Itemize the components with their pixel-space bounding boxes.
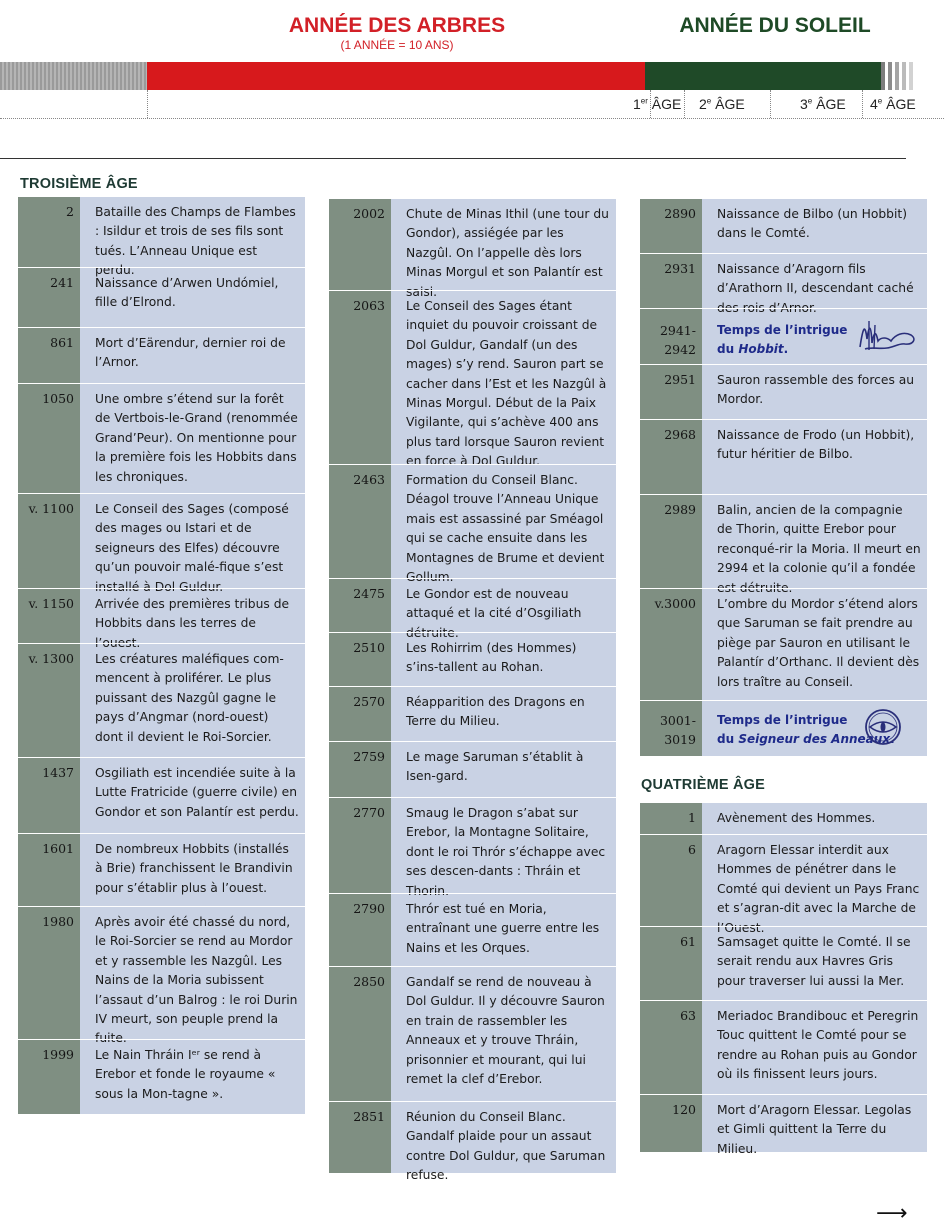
timeline-entry xyxy=(18,196,305,278)
entry-text: Les créatures maléfiques com-mencent à proliférer. Le plus puissant des Nazgûl gagne le pays d’Angmar (nord-ouest) dont il devient le Roi-Sorcier. xyxy=(95,652,284,744)
timeline-entry xyxy=(329,893,616,966)
age-label-1: 1er ÂGE xyxy=(633,96,682,112)
trees-years-title: ANNÉE DES ARBRES xyxy=(288,14,506,37)
entry-text: Naissance d’Aragorn fils d’Arathorn II, descendant caché des rois d’Arnor. xyxy=(717,262,914,315)
entry-year: 63 xyxy=(680,1008,696,1023)
timeline-entry xyxy=(329,686,616,741)
fourth-age-title: QUATRIÈME ÂGE xyxy=(641,777,765,793)
timeline-entry xyxy=(329,198,616,299)
entry-year: v. 1150 xyxy=(28,596,74,611)
entry-text: Samsaget quitte le Comté. Il se serait rendu aux Havres Gris pour traverser lui aussi la Mer. xyxy=(717,935,911,988)
entry-year: 2931 xyxy=(664,261,696,276)
timeline-entry xyxy=(329,1101,616,1183)
entry-year: 1980 xyxy=(42,914,74,929)
entry-text: Mort d’Aragorn Elessar. Legolas et Gimli quittent la Terre du Milieu. xyxy=(717,1103,912,1156)
entry-text: Arrivée des premières tribus de Hobbits dans les terres de l’ouest. xyxy=(95,597,290,650)
entry-text: Naissance d’Arwen Undómiel, fille d’Elrond. xyxy=(95,276,279,310)
entry-text: Les Rohirrim (des Hommes) s’ins-tallent au Rohan. xyxy=(406,641,577,675)
third-age-column-3 xyxy=(640,198,927,756)
timeline-entry xyxy=(640,802,927,834)
entry-year: 2510 xyxy=(353,640,385,655)
timeline-entry xyxy=(18,643,305,757)
entry-year: 2951 xyxy=(664,372,696,387)
timeline-band-fade xyxy=(881,62,921,90)
entry-text: Aragorn Elessar interdit aux Hommes de pénétrer dans le Comté qui devient un Pays Franc et s’agran-dit avec la Marche de l’Ouest. xyxy=(717,843,920,935)
timeline-dotted-baseline xyxy=(0,118,944,119)
entry-text: Bataille des Champs de Flambes : Isildur et trois de ses fils sont tués. L’Anneau Unique est perdu. xyxy=(95,205,296,278)
timeline-entry xyxy=(640,588,927,700)
entry-year: 1437 xyxy=(42,765,74,780)
entry-text: Temps de l’intrigue du Seigneur des Anneaux. xyxy=(717,713,895,747)
entry-year: 2851 xyxy=(353,1109,385,1124)
timeline-entry-lotr-plot xyxy=(640,700,927,756)
entry-year: v.3000 xyxy=(654,596,696,611)
entry-year: 2570 xyxy=(353,694,385,709)
entry-year: 3001- 3019 xyxy=(659,713,696,747)
entry-text: Réapparition des Dragons en Terre du Milieu. xyxy=(406,695,585,729)
timeline-entry xyxy=(329,966,616,1101)
entry-year: 2890 xyxy=(664,206,696,221)
timeline-entry xyxy=(18,833,305,906)
entry-year: 2063 xyxy=(353,298,385,313)
entry-text: Le Conseil des Sages étant inquiet du pouvoir croissant de Dol Guldur, Gandalf (un des mages) s’y rend. Sauron part se cacher dans l’Est et les Nazgûl à Minas Morgul. Début de la Paix Vigilante, qui s’achève 400 ans plus tard lorsque Sauron revient en force à Dol Guldur. xyxy=(406,299,607,469)
timeline-entry xyxy=(18,267,305,327)
entry-year: 2002 xyxy=(353,206,385,221)
timeline-entry xyxy=(18,493,305,594)
entry-year: v. 1100 xyxy=(28,501,74,516)
entry-year: 861 xyxy=(50,335,74,350)
entry-year: 241 xyxy=(50,275,74,290)
timeline-entry-hobbit-plot xyxy=(640,308,927,364)
next-page-arrow-icon[interactable]: ⟶ xyxy=(876,1201,908,1226)
entry-year: 6 xyxy=(688,842,696,857)
entry-text: Naissance de Bilbo (un Hobbit) dans le Comté. xyxy=(717,207,908,241)
trees-years-subtitle: (1 ANNÉE = 10 ANS) xyxy=(340,38,454,52)
entry-text: Mort d’Eärendur, dernier roi de l’Arnor. xyxy=(95,336,286,370)
timeline-band-grey xyxy=(0,62,147,90)
timeline-entry xyxy=(640,926,927,1000)
entry-text: Balin, ancien de la compagnie de Thorin, quitte Erebor pour reconqué-rir la Moria. Il meurt en 2994 et la colonie qu’il a fondée est détruite. xyxy=(717,503,921,595)
timeline-entry xyxy=(640,1000,927,1094)
timeline-entry xyxy=(640,494,927,595)
timeline-divider xyxy=(147,90,148,118)
fourth-age-column xyxy=(640,802,927,1156)
entry-text: De nombreux Hobbits (installés à Brie) franchissent le Brandivin pour s’établir plus à l’ouest. xyxy=(95,842,293,895)
timeline-entry xyxy=(18,906,305,1046)
entry-year: 2850 xyxy=(353,974,385,989)
timeline-divider xyxy=(684,90,685,118)
entry-text: Osgiliath est incendiée suite à la Lutte Fratricide (guerre civile) en Gondor et son Palantír est perdu. xyxy=(95,766,299,819)
entry-text: Temps de l’intrigue du Hobbit. xyxy=(717,323,848,357)
entry-year: 2 xyxy=(66,204,74,219)
timeline-entry xyxy=(18,1039,305,1114)
sun-years-title: ANNÉE DU SOLEIL xyxy=(679,14,871,37)
entry-year: 2475 xyxy=(353,586,385,601)
entry-text: Le Gondor est de nouveau attaqué et la cité d’Osgiliath détruite. xyxy=(406,587,582,640)
eye-of-sauron-icon xyxy=(863,707,903,747)
entry-text: Thrór est tué en Moria, entraînant une guerre entre les Nains et les Orques. xyxy=(406,902,600,955)
timeline-band-sun xyxy=(645,62,881,90)
entry-text: Après avoir été chassé du nord, le Roi-Sorcier se rend au Mordor et y rassemble les Nazgûl. Les Nains de la Moria subissent l’assaut d’un Balrog : le roi Durin IV meurt, son peuple prend la fuite. xyxy=(95,915,298,1046)
timeline-divider xyxy=(770,90,771,118)
timeline-entry xyxy=(329,797,616,898)
entry-text: Le Nain Thráin Iᵉʳ se rend à Erebor et fonde le royaume « sous la Mon-tagne ». xyxy=(95,1048,276,1101)
timeline-entry xyxy=(640,198,927,253)
timeline-entry xyxy=(640,419,927,494)
entry-text: Gandalf se rend de nouveau à Dol Guldur. Il y découvre Sauron en train de rassembler les Anneaux et y trouve Thráin, prisonnier et mourant, qui lui remet la clef d’Erebor. xyxy=(406,975,605,1087)
entry-year: 2759 xyxy=(353,749,385,764)
entry-year: 1601 xyxy=(42,841,74,856)
entry-year: 2463 xyxy=(353,472,385,487)
timeline-entry xyxy=(329,464,616,585)
timeline-entry xyxy=(640,1094,927,1156)
entry-year: 61 xyxy=(680,934,696,949)
entry-text: Chute de Minas Ithil (une tour du Gondor), assiégée par les Nazgûl. On l’appelle dès lors Minas Morgul et son Palantír est saisi. xyxy=(406,207,609,299)
timeline-entry xyxy=(18,757,305,833)
age-label-2: 2e ÂGE xyxy=(699,96,745,112)
entry-year: 1999 xyxy=(42,1047,74,1062)
timeline-entry xyxy=(640,253,927,315)
timeline-entry xyxy=(18,327,305,383)
timeline-entry xyxy=(329,741,616,797)
age-label-4: 4e ÂGE xyxy=(870,96,916,112)
third-age-column-2 xyxy=(329,198,616,1183)
third-age-column-1 xyxy=(18,196,305,1114)
entry-text: Naissance de Frodo (un Hobbit), futur héritier de Bilbo. xyxy=(717,428,915,462)
entry-year: 1050 xyxy=(42,391,74,406)
entry-text: Smaug le Dragon s’abat sur Erebor, la Montagne Solitaire, dont le roi Thrór s’échappe avec ses descen-dants : Thráin et Thorin. xyxy=(406,806,606,898)
timeline-entry xyxy=(640,364,927,419)
timeline-entry xyxy=(18,588,305,650)
entry-text: Le Conseil des Sages (composé des mages ou Istari et de seigneurs des Elfes) découvre qu’un pouvoir malé-fique s’est installé à Dol Guldur. xyxy=(95,502,289,594)
timeline-entry xyxy=(18,383,305,493)
entry-text: L’ombre du Mordor s’étend alors que Saruman se fait prendre au piège par Sauron en utilisant le Palantír d’Orthanc. Il devient dès lors traître au Conseil. xyxy=(717,597,920,689)
entry-text: Le mage Saruman s’établit à Isen-gard. xyxy=(406,750,584,784)
age-label-3: 3e ÂGE xyxy=(800,96,846,112)
entry-text: Meriadoc Brandibouc et Peregrin Touc quittent le Comté pour se rendre au Rohan puis au Gondor où ils finissent leurs jours. xyxy=(717,1009,919,1082)
hobbit-signature-icon xyxy=(857,317,919,355)
entry-text: Formation du Conseil Blanc. Déagol trouve l’Anneau Unique mais est assassiné par Sméagol qui se cache ensuite dans les Montagnes de Brume et devient Gollum. xyxy=(406,473,605,585)
timeline-entry xyxy=(640,834,927,935)
entry-year: v. 1300 xyxy=(28,651,74,666)
entry-year: 120 xyxy=(672,1102,696,1117)
entry-year: 1 xyxy=(688,810,696,825)
timeline-entry xyxy=(329,632,616,686)
timeline-entry xyxy=(329,290,616,469)
third-age-title: TROISIÈME ÂGE xyxy=(20,176,138,192)
entry-text: Avènement des Hommes. xyxy=(717,811,876,825)
entry-text: Réunion du Conseil Blanc. Gandalf plaide pour un assaut contre Dol Guldur, que Saruman refuse. xyxy=(406,1110,606,1183)
entry-year: 2989 xyxy=(664,502,696,517)
timeline-band-trees xyxy=(147,62,645,90)
entry-year: 2790 xyxy=(353,901,385,916)
entry-year: 2770 xyxy=(353,805,385,820)
section-rule xyxy=(0,158,906,159)
entry-text: Sauron rassemble des forces au Mordor. xyxy=(717,373,915,407)
entry-text: Une ombre s’étend sur la forêt de Vertbois-le-Grand (renommée Grand’Peur). On mentionne pour la première fois les Hobbits dans les chroniques. xyxy=(95,392,298,484)
entry-year: 2941- 2942 xyxy=(659,323,696,357)
timeline-entry xyxy=(329,578,616,640)
entry-year: 2968 xyxy=(664,427,696,442)
timeline-divider xyxy=(862,90,863,118)
